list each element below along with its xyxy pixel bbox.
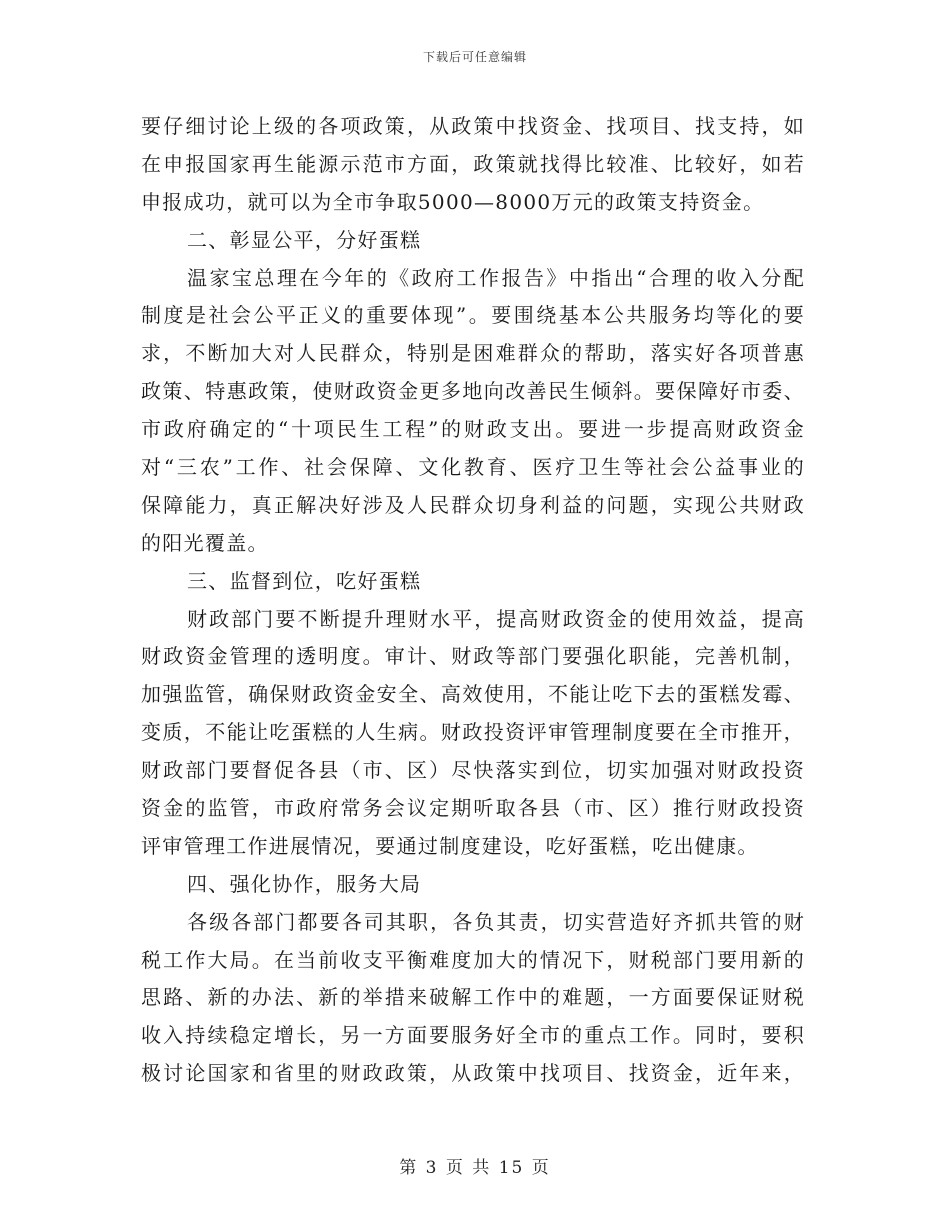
page-footer: 第 3 页 共 15 页 xyxy=(399,1158,551,1178)
text-line: 加强监管，确保财政资金安全、高效使用，不能让吃下去的蛋糕发霉、 xyxy=(141,682,805,707)
text-line: 四、强化协作，服务大局 xyxy=(187,871,422,896)
text-line: 制度是社会公平正义的重要体现”。要围绕基本公共服务均等化的要 xyxy=(141,303,805,328)
text-line: 财政部门要督促各县（市、区）尽快落实到位，切实加强对财政投资 xyxy=(141,758,805,783)
text-line: 收入持续稳定增长，另一方面要服务好全市的重点工作。同时，要积 xyxy=(141,1023,805,1048)
text-line: 极讨论国家和省里的财政政策，从政策中找项目、找资金，近年来， xyxy=(141,1061,805,1086)
text-line: 要仔细讨论上级的各项政策，从政策中找资金、找项目、找支持，如 xyxy=(141,114,805,138)
text-line: 思路、新的办法、新的举措来破解工作中的难题，一方面要保证财税 xyxy=(141,985,805,1010)
text-line: 变质，不能让吃蛋糕的人生病。财政投资评审管理制度要在全市推开， xyxy=(141,720,805,745)
text-line: 对“三农”工作、社会保障、文化教育、医疗卫生等社会公益事业的 xyxy=(141,455,805,480)
text-line: 申报成功，就可以为全市争取5000—8000万元的政策支持资金。 xyxy=(141,189,765,214)
text-line: 财政部门要不断提升理财水平，提高财政资金的使用效益，提高 xyxy=(187,606,805,631)
text-line: 政策、特惠政策，使财政资金更多地向改善民生倾斜。要保障好市委、 xyxy=(141,379,805,404)
text-line: 在申报国家再生能源示范市方面，政策就找得比较准、比较好，如若 xyxy=(141,151,805,176)
text-line: 二、彰显公平，分好蛋糕 xyxy=(187,227,422,252)
text-line: 资金的监管，市政府常务会议定期听取各县（市、区）推行财政投资 xyxy=(141,796,805,821)
text-line: 三、监督到位，吃好蛋糕 xyxy=(187,568,422,593)
text-line: 保障能力，真正解决好涉及人民群众切身利益的问题，实现公共财政 xyxy=(141,492,805,517)
text-line: 税工作大局。在当前收支平衡难度加大的情况下，财税部门要用新的 xyxy=(141,947,805,972)
text-line: 求，不断加大对人民群众，特别是困难群众的帮助，落实好各项普惠 xyxy=(141,341,805,366)
page-header: 下载后可任意编辑 xyxy=(422,50,527,64)
text-line: 财政资金管理的透明度。审计、财政等部门要强化职能，完善机制， xyxy=(141,644,805,669)
document-body xyxy=(141,108,805,1093)
text-line: 各级各部门都要各司其职，各负其责，切实营造好齐抓共管的财 xyxy=(187,909,805,934)
text-line: 的阳光覆盖。 xyxy=(141,530,269,555)
text-line: 市政府确定的“十项民生工程”的财政支出。要进一步提高财政资金 xyxy=(141,417,805,442)
text-line: 评审管理工作进展情况，要通过制度建设，吃好蛋糕，吃出健康。 xyxy=(141,833,759,858)
text-line: 温家宝总理在今年的《政府工作报告》中指出“合理的收入分配 xyxy=(187,265,805,290)
